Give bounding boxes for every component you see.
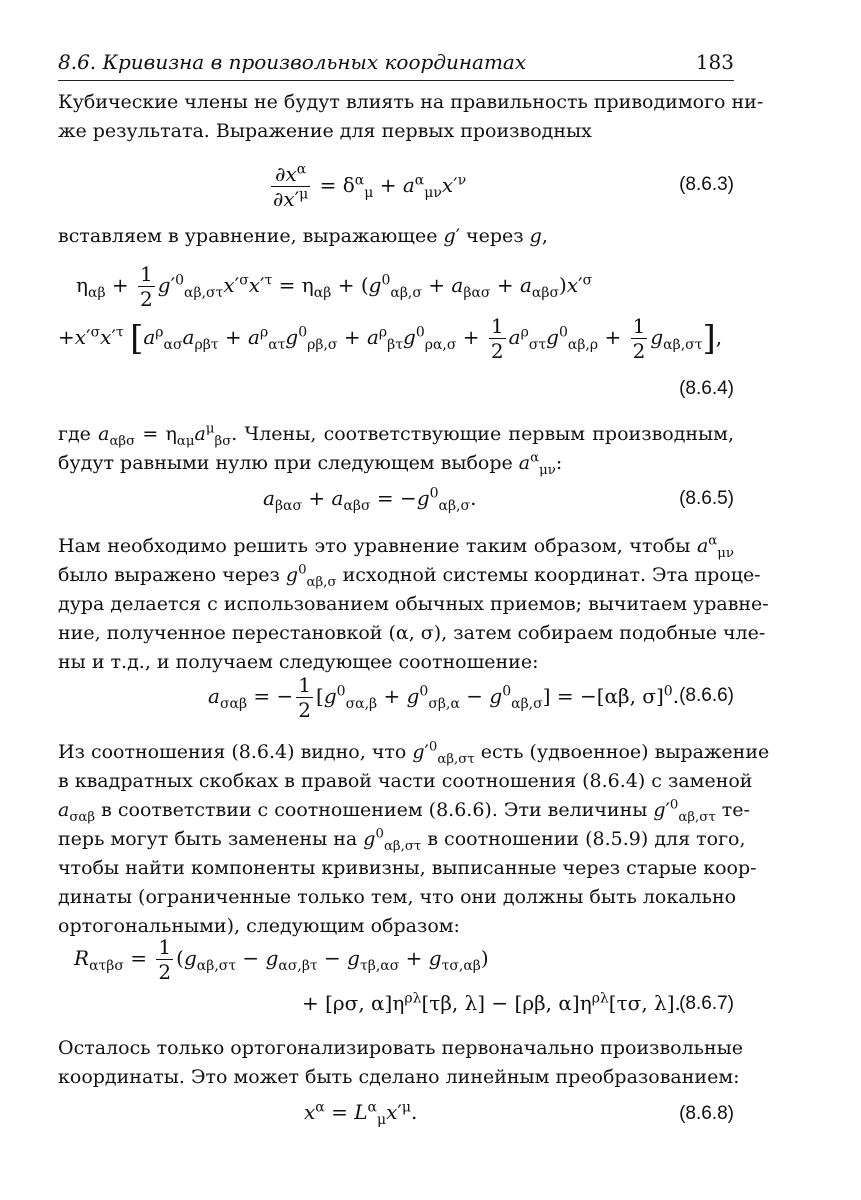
text-segment: будут равными нулю при следующем выборе <box>58 452 513 474</box>
equation-8-6-4 <box>58 262 734 412</box>
paragraph-2: вставляем в уравнение, выражающее g′ через g, <box>58 225 548 247</box>
paragraph-1 <box>58 88 764 146</box>
text-line: координаты. Это может быть сделано линейным преобразованием: <box>58 1066 740 1088</box>
equation-8-6-8 <box>58 1100 734 1134</box>
running-header <box>58 50 734 81</box>
text-line: в квадратных скобках в правой части соотношения (8.6.4) с заменой <box>58 770 753 792</box>
equation-8-6-7 <box>58 935 734 1025</box>
text-segment: где <box>58 423 91 445</box>
text-segment: исходной системы координат. Эта проце- <box>342 564 761 586</box>
text-segment: в соответствии с соотношением (8.6.6). Эти величины <box>101 799 648 821</box>
equation-line-2: $+x'^\sigma x'^\tau$ [$a^\rho_{\alpha\sigma}a_{\rho\beta\tau} + a^\rho_{\alpha\tau}g^0_{\rho\beta,\sigma} + a^\rho_{\beta\tau}g^0_{\rho\alpha,\sigma}$ + $\frac{1}{2}$ $a^\rho_{\sigma\tau}g^0_{\alpha\beta,\rho}$ + $\frac{1}{2}$ $g_{\alpha\beta,\sigma\tau}$], <box>58 314 723 363</box>
text-line: Кубические члены не будут влиять на правильность приводимого ни- <box>58 91 764 113</box>
text-line: дура делается с использованием обычных приемов; вычитаем уравне- <box>58 593 769 615</box>
equation-line-1: $R_{\alpha\tau\beta\sigma}$ = $\frac{1}{2}$ $(g_{\alpha\beta,\sigma\tau} - g_{\alpha\sigma,\beta\tau} - g_{\tau\beta,\alpha\sigma} + g_{\tau\sigma,\alpha\beta})$ <box>74 935 489 984</box>
equation-number: (8.6.3) <box>679 174 734 195</box>
text-line: динаты (ограниченные только тем, что они должны быть локально <box>58 886 737 908</box>
text-segment: Нам необходимо решить это уравнение таким образом, чтобы <box>58 535 691 557</box>
equation-number: (8.6.8) <box>679 1103 734 1124</box>
text-line: чтобы найти компоненты кривизны, выписанные через старые коор- <box>58 857 757 879</box>
text-line: Осталось только ортогонализировать первоначально произвольные <box>58 1037 744 1059</box>
paragraph-5: Из соотношения (8.6.4) видно, что $g'^0_{\alpha\beta,\sigma\tau}$ есть (удвоенное) выражение в квадратных скобках в правой части соотношения (8.6.4) с заменой $a_{\sigma\alpha\beta}$ в соответствии с соотношением (8.6.6). Эти величины $g'^0_{\alpha\beta,\sigma\tau}$ те- перь могут быть заменены на $g^0_{\alpha\beta,\sigma\tau}$ в соотношении (8.5.9) для того, чтобы найти компоненты кривизны, выписанные через старые коор- динаты (ограниченные только тем, что они должны быть локально ортогональными), следующим образом: <box>58 738 734 941</box>
text-segment: вставляем в уравнение, выражающее <box>58 225 438 247</box>
equation-number: (8.6.7) <box>679 993 734 1014</box>
equation-8-6-6 <box>58 673 734 723</box>
equation-body: $a_{\sigma\alpha\beta}$ = − $\frac{1}{2}$ $[g^0_{\sigma\alpha,\beta} + g^0_{\sigma\beta,\alpha} - g^0_{\alpha\beta,\sigma}] = -[\alpha\beta$, σ]$^0$. <box>208 673 680 722</box>
paragraph-4: Нам необходимо решить это уравнение таким образом, чтобы $a^\alpha_{\mu\nu}$ было выражено через $g^0_{\alpha\beta,\sigma}$ исходной системы координат. Эта проце- дура делается с использованием обычных приемов; вычитаем уравне- ние, полученное перестановкой (α, σ), затем собираем подобные чле- ны и т.д., и получаем следующее соотношение: <box>58 532 734 677</box>
text-line: ортогональными), следующим образом: <box>58 915 460 937</box>
text-segment: в соотношении (8.5.9) для того, <box>427 828 746 850</box>
equation-body: $\frac{\partial x^\alpha}{\partial x'^\mu}$ = $\delta^\alpha_\mu + a^\alpha_{\mu\nu}x'^\nu$ <box>273 161 467 211</box>
equation-line-2: + [ρσ, $\alpha]\eta^{\rho\lambda}[\tau\beta$, λ] − [ρβ, $\alpha]\eta^{\rho\lambda}[\tau\sigma$, λ]. <box>302 990 681 1015</box>
equation-body: $a_{\beta\alpha\sigma} + a_{\alpha\beta\sigma} = -g^0_{\alpha\beta,\sigma}$. <box>263 485 477 514</box>
equation-number: (8.6.6) <box>679 685 734 706</box>
text-segment: есть (удвоенное) выражение <box>480 741 770 763</box>
text-line: ние, полученное перестановкой (α, σ), затем собираем подобные чле- <box>58 622 766 644</box>
equation-line-1: $\eta_{\alpha\beta}$ + $\frac{1}{2}$ $g'^0_{\alpha\beta,\sigma\tau}x'^\sigma x'^\tau = \eta_{\alpha\beta} + (g^0_{\alpha\beta,\sigma} + a_{\beta\alpha\sigma} + a_{\alpha\beta\sigma})x'^\sigma$ <box>76 262 593 311</box>
text-segment: перь могут быть заменены на <box>58 828 358 850</box>
equation-number: (8.6.5) <box>679 488 734 509</box>
text-segment: Из соотношения (8.6.4) видно, что <box>58 741 407 763</box>
text-segment: было выражено через <box>58 564 280 586</box>
equation-number: (8.6.4) <box>679 378 734 399</box>
text-segment: те- <box>721 799 750 821</box>
text-segment: . Члены, соответствующие первым производным, <box>231 423 735 445</box>
page-number: 183 <box>695 50 734 74</box>
paragraph-3: где $a_{\alpha\beta\sigma} = \eta_{\alpha\mu}a^\mu_{\beta\sigma}$. Члены, соответствующие первым производным, будут равными нулю при следующем выборе $a^\alpha_{\mu\nu}$: <box>58 421 735 478</box>
text-line: же результата. Выражение для первых производных <box>58 120 592 142</box>
equation-8-6-5 <box>58 484 734 518</box>
equation-body: $x^\alpha = L^\alpha_\mu x'^\mu$. <box>304 1099 418 1128</box>
equation-8-6-3 <box>58 162 734 212</box>
paragraph-6 <box>58 1034 744 1092</box>
text-line: ны и т.д., и получаем следующее соотношение: <box>58 651 539 673</box>
section-title: 8.6. Кривизна в произвольных координатах <box>58 50 527 74</box>
